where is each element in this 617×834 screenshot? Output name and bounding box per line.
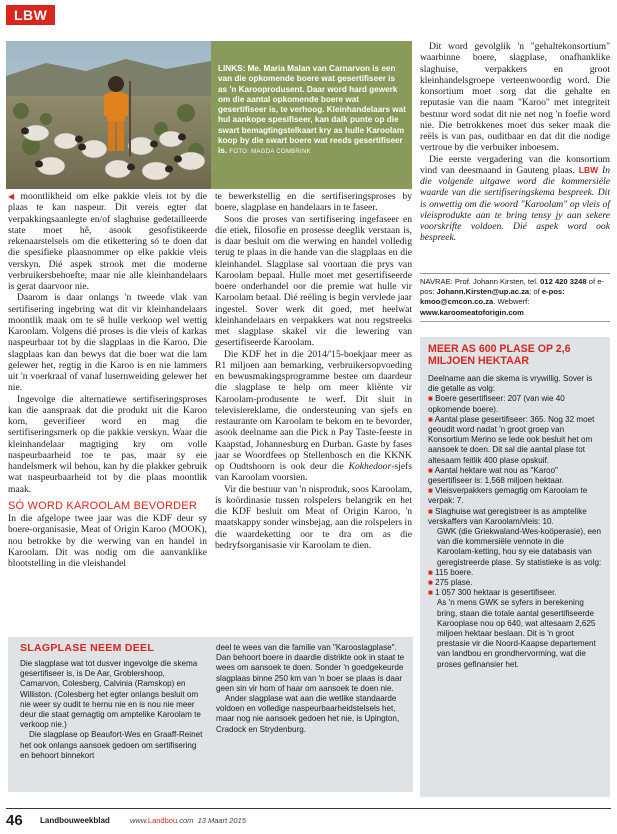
box-column-1 bbox=[20, 659, 203, 761]
list-item-text: Aantal hektare wat nou as "Karoo" gesertifiseer is: 1,568 miljoen hektaar. bbox=[428, 465, 564, 486]
contact-website[interactable]: www.karoomeatoforigin.com bbox=[420, 307, 524, 317]
bullet-square-icon: ■ bbox=[428, 486, 436, 496]
list-item bbox=[428, 507, 602, 527]
paragraph: moontlikheid om elke pakkie vleis tot by die plaas te kan naspeur. Dit vereis egter dat verpakkingsaanlegte en/of slaghuise gedetailleerde state moet hê, asook gesofistikeerde rekenaarstelsels om die etikettering só te doen dat die spesifieke plaasnommer op elke pakkie vleis verskyn. Dié aspek strook met die moderne verbruikersbehoefte, maar nie alle kleinhandelaars is gerat daarvoor nie. bbox=[8, 191, 208, 292]
site-brand: Landbou bbox=[147, 816, 178, 825]
list-item-text: Boere gesertifiseer: 207 (van wie 40 opkomende boere). bbox=[428, 394, 565, 414]
paragraph: In die afgelope twee jaar was die KDF deur sy boere-organisasie, Meat of Origin Karoo (MOOK), nou betrokke by die werwing van en handel in Karoolam. Dit was nodig om die aanvanklike blootstelling in die vleishandel bbox=[8, 513, 207, 569]
photo-credit: FOTO: MAGDA COMBRINK bbox=[229, 149, 311, 156]
list-item bbox=[428, 568, 602, 578]
paragraph: Ander slagplase wat aan die wetlike standaarde voldoen en volledige naspeurbaarheidstelsels het, maar nog nie aansoek gedoen het nie, is Upington, Cradock en Strydenburg. bbox=[216, 694, 400, 734]
paragraph: Dit word gevolglik 'n "gehaltekonsortium" waarbinne boere, slagplase, onafhanklike slaghuise, verpakkers en groot kleinhandelsgroepe verteenwoordig word. Die konsortium moet sorg dat die gehalte en reputasie van die naam "Karoo" met integriteit bestuur word sodat dit nie net nog 'n foefie word nie. Die betrokkenes moet dus seker maak die reëls is van pas, ouditbaar en dat dit die nodige vertroue by die verbuiker inboesem. bbox=[420, 41, 610, 154]
bullet-square-icon: ■ bbox=[428, 394, 436, 404]
bullet-square-icon: ■ bbox=[428, 465, 435, 475]
contact-email-2[interactable]: e-pos: kmoo@cmcon.co.za bbox=[420, 287, 565, 307]
paragraph: deel te wees van die familie van "Karooslagplase". Dan behoort boere in daardie distrikte ook in staat te wees om aansoek te doen. Sonder 'n goedgekeurde slagplaas binne 250 km van 'n boer se plaas is daar geen sin vir hom of haar om aansoek te doen nie. bbox=[216, 643, 405, 693]
bullet-square-icon: ■ bbox=[428, 506, 436, 516]
bullet-square-icon: ■ bbox=[428, 578, 436, 588]
subheading: SÓ WORD KAROOLAM BEVORDER bbox=[8, 499, 197, 512]
list-item bbox=[428, 486, 602, 506]
paragraph: te bewerkstellig en die sertifiseringsproses by boere, slagplase en handelaars in te faseer. bbox=[215, 191, 412, 214]
paragraph: Daarom is daar onlangs 'n tweede vlak van sertifisering ingebring wat dit vir kleinhandelaars moontlik maak om te sê hulle verkoop wel wettig Karoolam. Volgens dié proses is die vleis of karkas naspeurbaar tot by die slagplaas in die Karoo. Die slagplaas kan dan bewys dat die boer wat die lam gelewer het, regtig in die Karoo is en nie lammers uit 'n voerkraal of vanaf lusernweiding gelewer het nie. bbox=[8, 292, 207, 394]
abattoirs-box bbox=[8, 637, 413, 792]
sidebar-conclusion: As 'n mens GWK se syfers in berekening bring, staan die totale aantal gesertifiseerde Karooplase nou op 640, wat altesaam 2,625 miljoen hektaar beslaan. Dit is 'n groot prestasie vir die Noord-Kaapse departement van landbou en grondhervorming, wat die proses gefinansier het. bbox=[437, 598, 596, 669]
section-tag: LBW bbox=[6, 5, 55, 25]
paragraph bbox=[215, 349, 412, 484]
box-title: SLAGPLASE NEEM DEEL bbox=[20, 642, 155, 654]
bullet-square-icon: ■ bbox=[428, 414, 435, 424]
end-mark: LBW bbox=[578, 164, 599, 175]
bullet-square-icon: ■ bbox=[428, 588, 436, 598]
paragraph: Ingevolge die alternatiewe sertifiseringsproses kan die aanspraak dat die produkt uit die Karoo kom, geverifieer word en mag die sertifiseringsmerk op die pakkie verskyn. Waar die kleinhandelaar magtiging kry om volle naspeurbaarheid toe te pas, maar sy eie handelsmerk wil behou, kan hy die plakker gebruik wat naspeurbaarheid tot by die plaas moontlik maak. bbox=[8, 393, 207, 495]
paragraph-text: Die KDF het in die 2014/'15-boekjaar meer as R1 miljoen aan bemarking, verbruikersopvoeding en bewusmakingsprogramme bestee om daardeur die slagplase te help om meer kliënte vir Karoolam-produsente te werf. Dit sluit in televisiereklame, die ondersteuning van sjefs en restaurante om Karoolam te bekom en te bevorder, asook deelname aan die Pick n Pay Taste-feeste in Kaapstad, Johannesburg en Durban. Gaste by fases jaar se Woordfees op Stellenbosch en die KKNK op Oudtshoorn is ook deur die bbox=[215, 348, 412, 472]
paragraph: Soos die proses van sertifisering ingefaseer en die etiek, filosofie en prosesse deeglik verstaan is, is daar besluit om die werwing en handel volledig terug te plaas in die hande van die slagplaas en die kleinhandel. Slagplase sal voortaan die prys van Karoolam bepaal. Hulle moet met gesertifiseerde boere onderhandel oor die premie wat hulle vir Karoolam betaal. Dié reëling is begin vervlede jaar ingestel. Sover werk dit goed, met heelwat kleinhandelaars en verpakkers wat nou regstreeks met slagplase skakel vir die lewering van gesertifiseerde Karoolam. bbox=[215, 213, 412, 349]
article-column-3 bbox=[420, 41, 610, 244]
list-item bbox=[428, 578, 602, 588]
paragraph-text: -sjefs van Karoolam voorsien. bbox=[215, 461, 412, 484]
list-item bbox=[428, 588, 602, 598]
contact-prefix: NAVRAE: Prof. Johann Kirsten, tel. bbox=[420, 277, 539, 286]
sidebar-title: MEER AS 600 PLASE OP 2,6 MILJOEN HEKTAAR bbox=[428, 343, 571, 367]
photo-caption bbox=[211, 41, 412, 189]
list-item-text: Vleisverpakkers gemagtig om Karoolam te verpak: 7. bbox=[428, 486, 588, 506]
contact-sep: ; of bbox=[529, 287, 540, 297]
footer-meta bbox=[130, 816, 246, 825]
contact-phone: 012 420 3248 bbox=[540, 277, 587, 286]
list-item bbox=[428, 466, 602, 486]
italic-term: Kokhedoor bbox=[348, 461, 392, 472]
article-photo bbox=[6, 41, 211, 189]
paragraph: Vir die bestuur van 'n nisproduk, soos Karoolam, is koördinasie tussen rolspelers belangrik en het die KDF besluit om Meat of Origin Karoo, 'n maatskappy sonder winsbejag, aan die rolspelers in die waardeketting oor te dra om as die bedryfsorganisasie vir Karoolam te dien. bbox=[215, 483, 412, 551]
list-item-text: 275 plase. bbox=[435, 578, 473, 588]
caption-text: Me. Maria Malan van Carnarvon is een van die opkomende boere wat gesertifiseer is as 'n Karooprodusent. Daar word hard gewerk om die aantal opkomende boere wat gesertifiseer is, te verhoog. Kleinhandelaars wat hul aankope spesifiseer, kan dalk punte op die swart bemagtingstelkaart kry as hulle Karoolam koop by die swart boere wat reeds gesertifiseer is. bbox=[218, 64, 406, 156]
box-column-2 bbox=[216, 643, 406, 735]
sidebar-note: GWK (die Griekwaland-Wes-koöperasie), een van die kommersiële vennote in die Karoolam-ketting, hou sy eie databasis van geregistreerde plase. Sy statistieke is as volg: bbox=[437, 527, 602, 567]
list-item-text: Aantal plase gesertifiseer: 365. Nog 32 moet geoudit word nadat 'n groot groep van Konsortium Merino se lede ook besluit het om aansoek te doen. Dit sal die aantal plase tot altesaam feitlik 400 plase opskuif. bbox=[428, 414, 595, 465]
list-item bbox=[428, 415, 602, 466]
issue-date: 13 Maart 2015 bbox=[197, 816, 246, 825]
list-item-text: 1 057 300 hektaar is gesertifiseer. bbox=[435, 588, 557, 598]
paragraph: Die slagplase op Beaufort-Wes en Graaff-Reinet het ook onlangs aansoek gedoen om sertifisering en behoort binnekort bbox=[20, 730, 203, 760]
contact-email[interactable]: Johann.Kirsten@up.ac.za bbox=[436, 287, 530, 297]
page-number: 46 bbox=[6, 812, 23, 829]
sheep-farm-photo bbox=[6, 41, 211, 189]
contact-mid: of e-pos: bbox=[420, 277, 604, 297]
gwk-stats-list bbox=[428, 568, 602, 599]
site-post: .com bbox=[177, 816, 194, 825]
paragraph-text: Die eerste vergadering van die konsortium vind van deesmaand in Gauteng plaas. bbox=[420, 153, 610, 176]
contact-info bbox=[420, 273, 610, 322]
sidebar-intro: Deelname aan die skema is vrywillig. Sover is die getalle as volg: bbox=[428, 374, 593, 394]
article-column-1 bbox=[8, 191, 207, 569]
list-item-text: Slaghuise wat geregistreer is as amptelike verskaffers van Karoolam/vleis: 10. bbox=[428, 506, 587, 526]
site-pre: www. bbox=[130, 816, 148, 825]
editor-note: In die volgende uitgawe word die kommersiële waarde van die sertifiseringskema bespreek. Dit is onwettig om die woord "Karoolam" op vleis of vleisprodukte aan te bring tensy jy aan sekere voorskrifte voldoen. Dié aspek word ook bespreek. bbox=[420, 164, 611, 244]
bullet-square-icon: ■ bbox=[428, 567, 436, 577]
contact-web-label: . Webwerf: bbox=[493, 297, 530, 307]
caption-lead: LINKS: bbox=[218, 64, 246, 73]
list-item-text: 115 boere. bbox=[435, 567, 474, 577]
paragraph: Die slagplase wat tot dusver ingevolge die skema gesertifiseer is, is De Aar, Groblershoop, Carnarvon, Colesberg, Calvinia (Ramskop) en Williston. (Colesberg het egter onlangs besluit om nie weer sy oudit te hernu nie en is nou nie meer deur die staat gemagtig om amptelike Karoolam te verkoop nie.) bbox=[20, 659, 201, 730]
page-footer bbox=[6, 808, 611, 828]
paragraph bbox=[420, 154, 610, 244]
magazine-name: Landbouweekblad bbox=[40, 816, 110, 825]
article-column-2 bbox=[215, 191, 412, 551]
continuation-arrow-icon: ◀ bbox=[8, 192, 21, 201]
stats-sidebar bbox=[420, 337, 610, 797]
stats-list bbox=[428, 394, 602, 527]
list-item bbox=[428, 394, 602, 414]
